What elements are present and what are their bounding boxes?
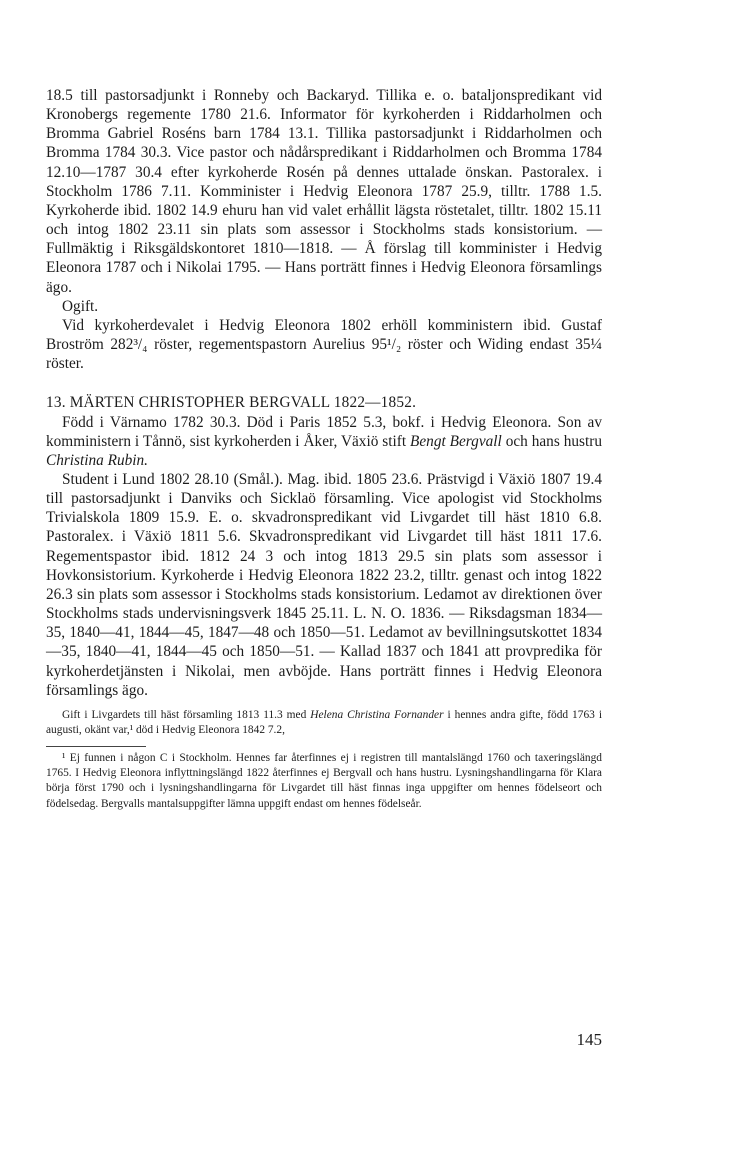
father-name: Bengt Bergvall: [410, 432, 502, 450]
intro-paragraph-election: Vid kyrkoherdevalet i Hedvig Eleonora 1802 erhöll komministern ibid. Gustaf Broström 282³/₄ röster, regementspastorn Aurelius 95¹/₂ röster och Widing endast 35¼ röster.: [46, 316, 602, 373]
entry-section: [46, 413, 602, 700]
birth-text-between: och hans hustru: [501, 432, 602, 450]
marriage-paragraph: [46, 708, 602, 739]
marriage-section: [46, 708, 602, 739]
page-number: 145: [576, 1030, 602, 1049]
mother-name: Christina Rubin.: [46, 451, 148, 469]
birth-text: Född i Värnamo 1782 30.3. Död i Paris 1852 5.3, bokf. i Hedvig Eleonora. Son av komministern i Tånnö, sist kyrkoherden i Åker, Växiö stift: [46, 413, 602, 450]
marriage-text-after: i hennes andra gifte, född 1763 i augusti, okänt var,¹ död i Hedvig Eleonora 1842 7.2,: [46, 708, 602, 737]
footnotes-section: [46, 751, 602, 813]
entry-paragraph-birth: [46, 413, 602, 470]
page-body: [46, 86, 602, 812]
marriage-text-before: Gift i Livgardets till häst församling 1813 11.3 med: [62, 708, 311, 721]
entry-heading: 13. MÄRTEN CHRISTOPHER BERGVALL 1822—1852.: [46, 394, 417, 412]
intro-paragraph-career: 18.5 till pastorsadjunkt i Ronneby och Backaryd. Tillika e. o. bataljonspredikant vid Kronobergs regemente 1780 21.6. Informator för kyrkoherden i Riddarholmen och Bromma Gabriel Roséns barn 1784 13.1. Tillika pastorsadjunkt i Riddarholmen och Bromma 1784 30.3. Vice pastor och nådårspredikant i Riddarholmen och Bromma 1784 12.10—1787 30.4 efter kyrkoherde Rosén på dennes uttalade önskan. Pastoralex. i Stockholm 1786 7.11. Komminister i Hedvig Eleonora 1787 25.9, tilltr. 1788 1.5. Kyrkoherde ibid. 1802 14.9 ehuru han vid valet erhållit lägsta röstetalet, tilltr. 1802 15.11 och intog 1802 23.11 sin plats som assessor i Stockholms stads konsistorium. — Fullmäktig i Riksgäldskontoret 1810—1818. — Å förslag till komminister i Hedvig Eleonora 1787 och i Nikolai 1795. — Hans porträtt finnes i Hedvig Eleonora församlings ägo.: [46, 87, 602, 296]
entry-paragraph-career: Student i Lund 1802 28.10 (Smål.). Mag. ibid. 1805 23.6. Prästvigd i Växiö 1807 19.4 till pastorsadjunkt i Danviks och Sicklaö församling. Vice apologist vid Stockholms Trivialskola 1809 15.9. E. o. skvadronspredikant vid Livgardet till häst 1810 6.8. Pastoralex. i Växiö 1811 5.6. Skvadronspredikant vid Livgardet till häst 1811 17.6. Regementspastor ibid. 1812 24 3 och intog 1813 29.5 sin plats som assessor i Hovkonsistorium. Kyrkoherde i Hedvig Eleonora 1822 23.2, tilltr. genast och intog 1822 26.3 sin plats som assessor i Stockholms stads konsistorium. Ledamot av direktionen över Stockholms stads undervisningsverk 1845 25.11. L. N. O. 1836. — Riksdagsman 1834—35, 1840—41, 1844—45, 1847—48 och 1850—51. Ledamot av bevillningsutskottet 1834—35, 1840—41, 1844—45 och 1850—51. — Kallad 1837 och 1841 att provpredika för kyrkoherdetjänsten i Nikolai, men avböjde. Hans porträtt finnes i Hedvig Eleonora församlings ägo.: [46, 470, 602, 699]
intro-paragraph-marital-status: Ogift.: [62, 297, 99, 315]
spouse-name: Helena Christina Fornander: [310, 708, 444, 721]
footnote-divider: [46, 746, 146, 747]
footnote-1: ¹ Ej funnen i någon C i Stockholm. Hennes far återfinnes ej i registren till mantalslängd 1760 och taxeringslängd 1765. I Hedvig Eleonora inflyttningslängd 1822 återfinnes ej Bergvall och hans hustru. Lysningshandlingarna för Klara börja först 1790 och i lysningshandlingarna för Livgardet till häst finnas inga uppgifter om hennes födelseort och födelsedag. Bergvalls mantalsuppgifter lämna uppgift endast om hennes födelseår.: [46, 751, 602, 810]
intro-section: [46, 86, 602, 373]
